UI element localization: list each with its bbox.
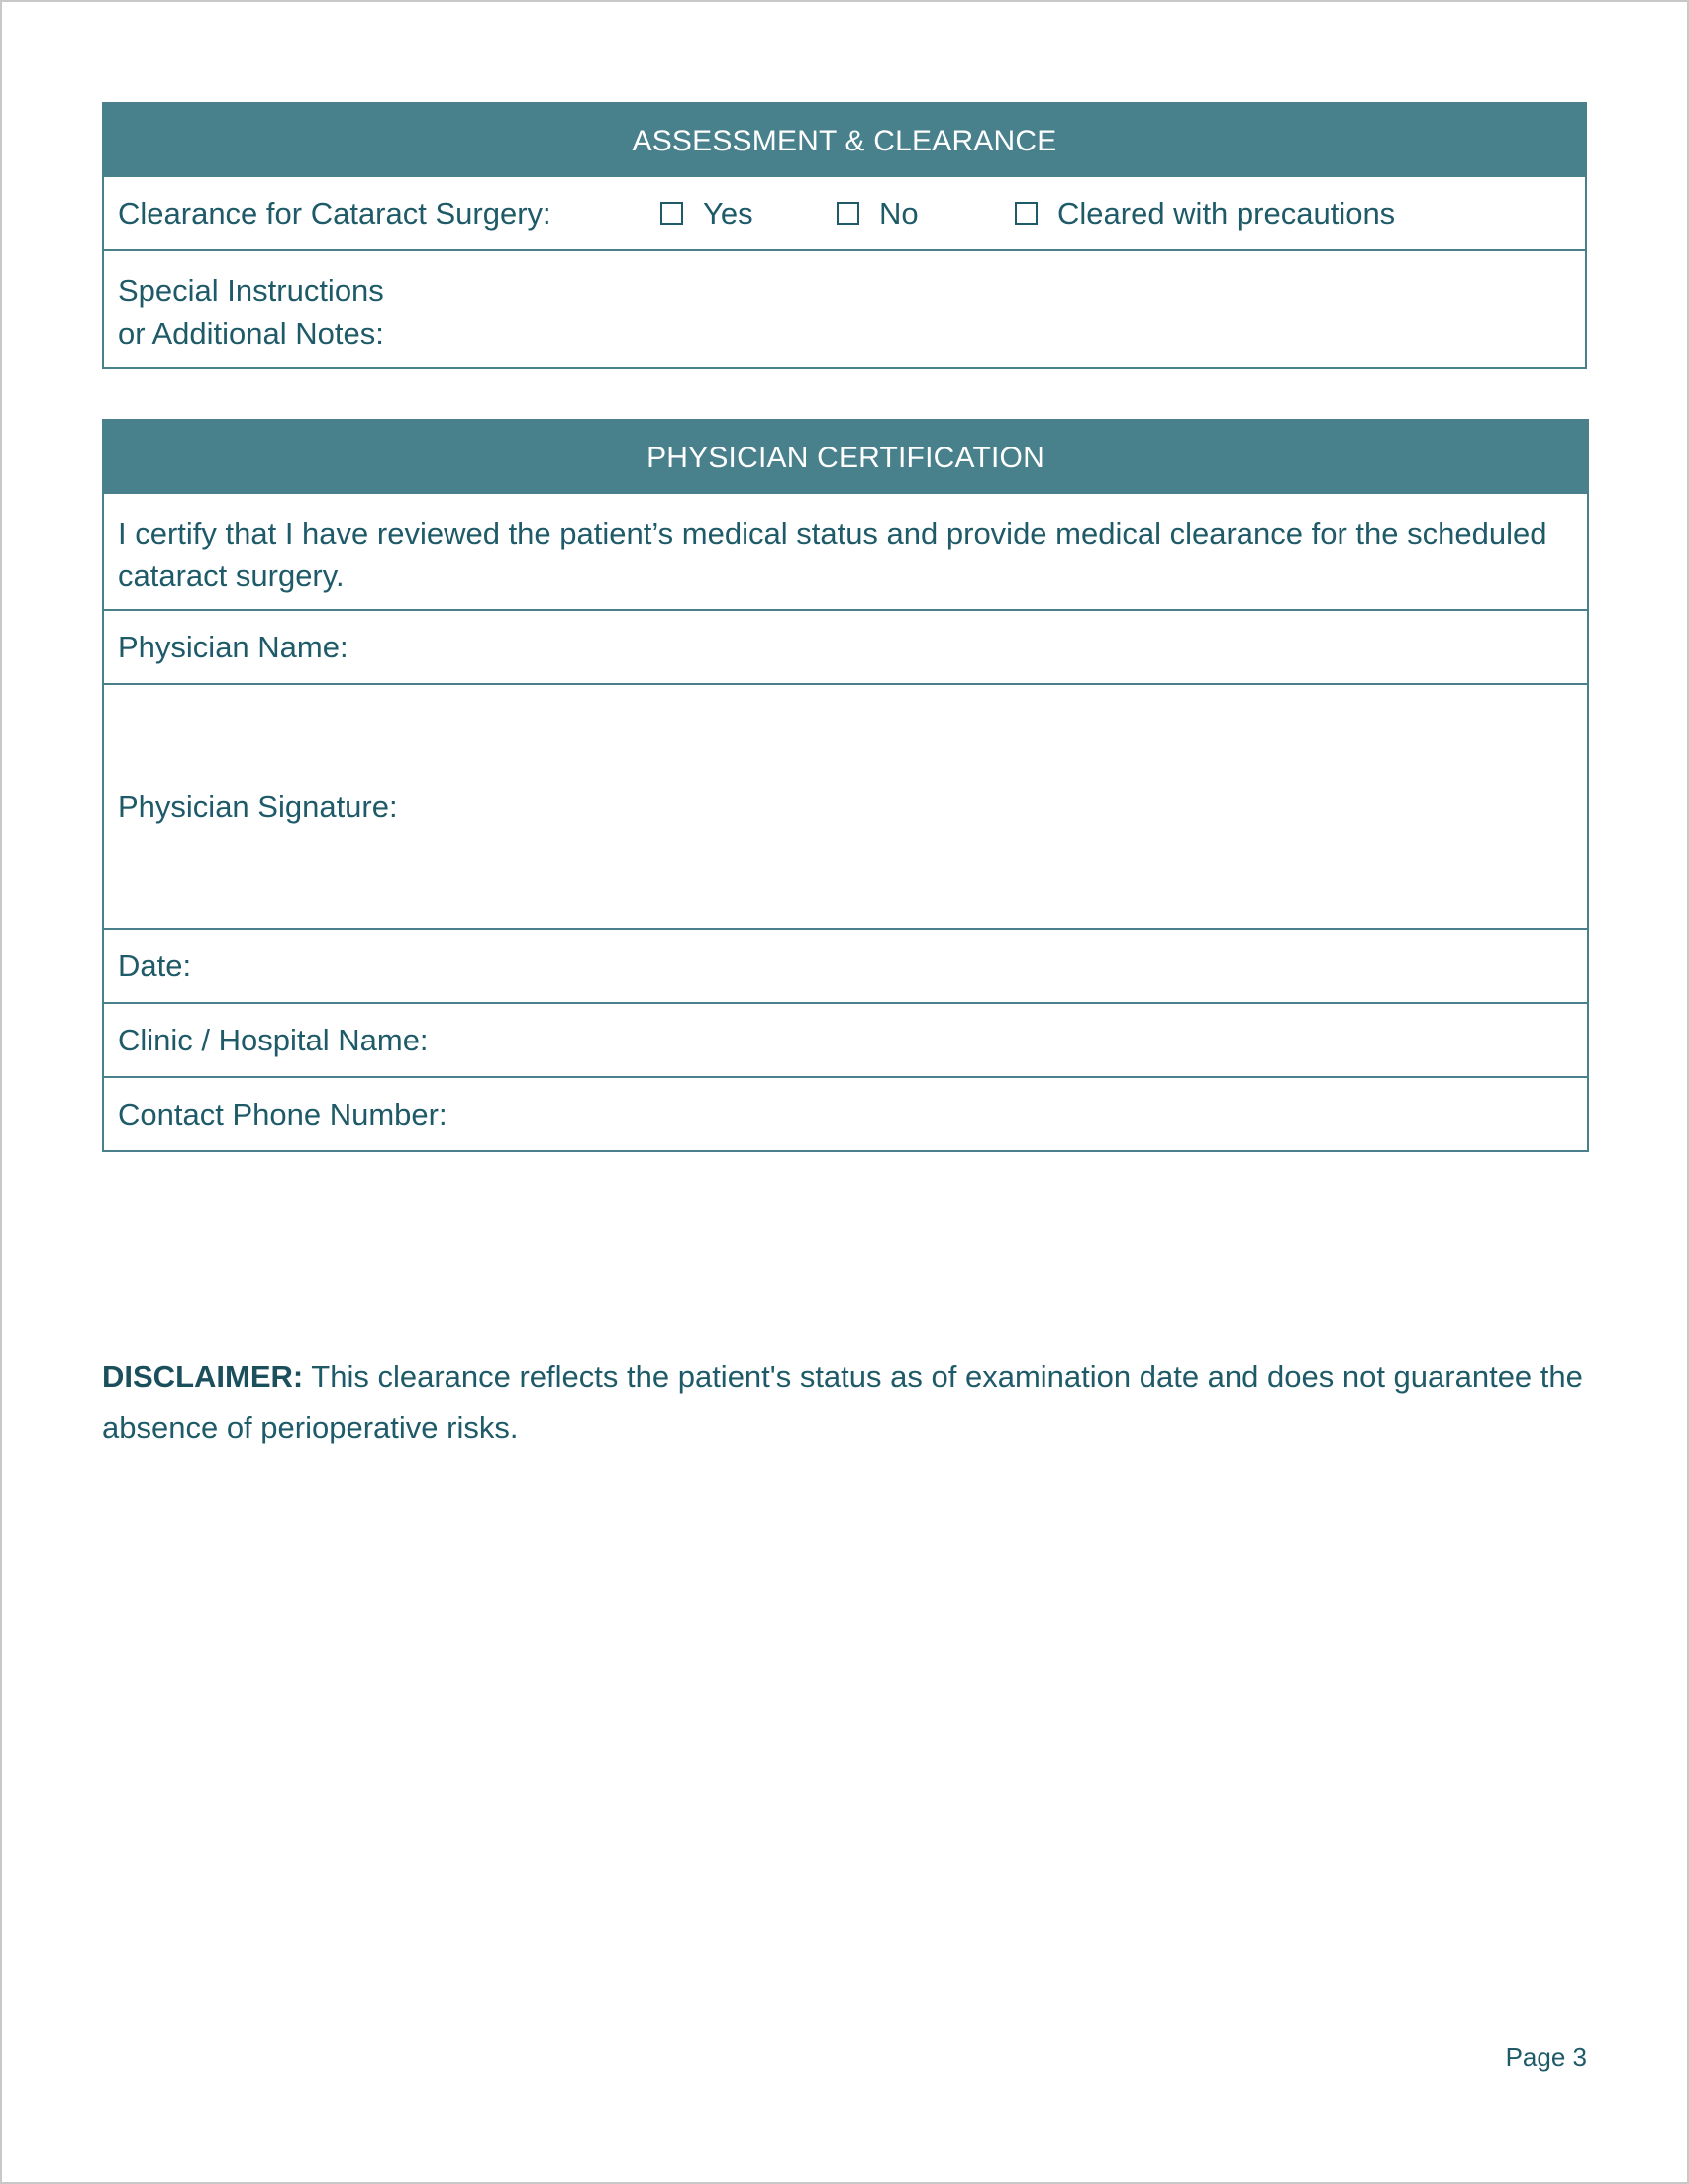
clearance-option-yes[interactable] [660,196,837,232]
clinic-name-field[interactable] [104,1002,1587,1076]
contact-phone-label: Contact Phone Number: [118,1096,447,1132]
precautions-option-label: Cleared with precautions [1057,195,1396,231]
no-option-label: No [879,195,919,231]
assessment-clearance-section [102,102,1587,369]
disclaimer-text: This clearance reflects the patient's status as of examination date and does not guarantee the absence of perioperative risks. [102,1359,1583,1444]
no-checkbox[interactable] [837,202,859,225]
physician-signature-field[interactable] [104,683,1587,928]
precautions-checkbox[interactable] [1015,202,1038,225]
special-instructions-field[interactable] [104,249,1585,367]
physician-certification-header: PHYSICIAN CERTIFICATION [104,421,1587,492]
special-instructions-label-line1: Special Instructions [118,273,384,308]
date-field[interactable] [104,928,1587,1002]
assessment-clearance-header: ASSESSMENT & CLEARANCE [104,104,1585,175]
certification-statement: I certify that I have reviewed the patient’s medical status and provide medical clearance for the scheduled cataract surgery. [118,516,1547,593]
clearance-option-precautions[interactable] [1015,196,1395,232]
yes-checkbox[interactable] [660,202,683,225]
physician-certification-section [102,419,1589,1152]
disclaimer [102,1351,1587,1452]
date-label: Date: [118,947,192,983]
special-instructions-label-line2: or Additional Notes: [118,316,384,350]
yes-option-label: Yes [703,195,753,231]
disclaimer-label: DISCLAIMER: [102,1359,304,1394]
clearance-option-no[interactable] [837,196,1015,232]
contact-phone-field[interactable] [104,1076,1587,1150]
page-number: Page 3 [1505,2042,1587,2072]
special-instructions-label [118,269,384,354]
clearance-label: Clearance for Cataract Surgery: [118,195,551,231]
clinic-name-label: Clinic / Hospital Name: [118,1022,429,1057]
certification-statement-row [104,492,1587,609]
physician-signature-label: Physician Signature: [118,788,398,824]
physician-name-field[interactable] [104,609,1587,683]
clearance-row [104,175,1585,249]
physician-name-label: Physician Name: [118,629,348,664]
